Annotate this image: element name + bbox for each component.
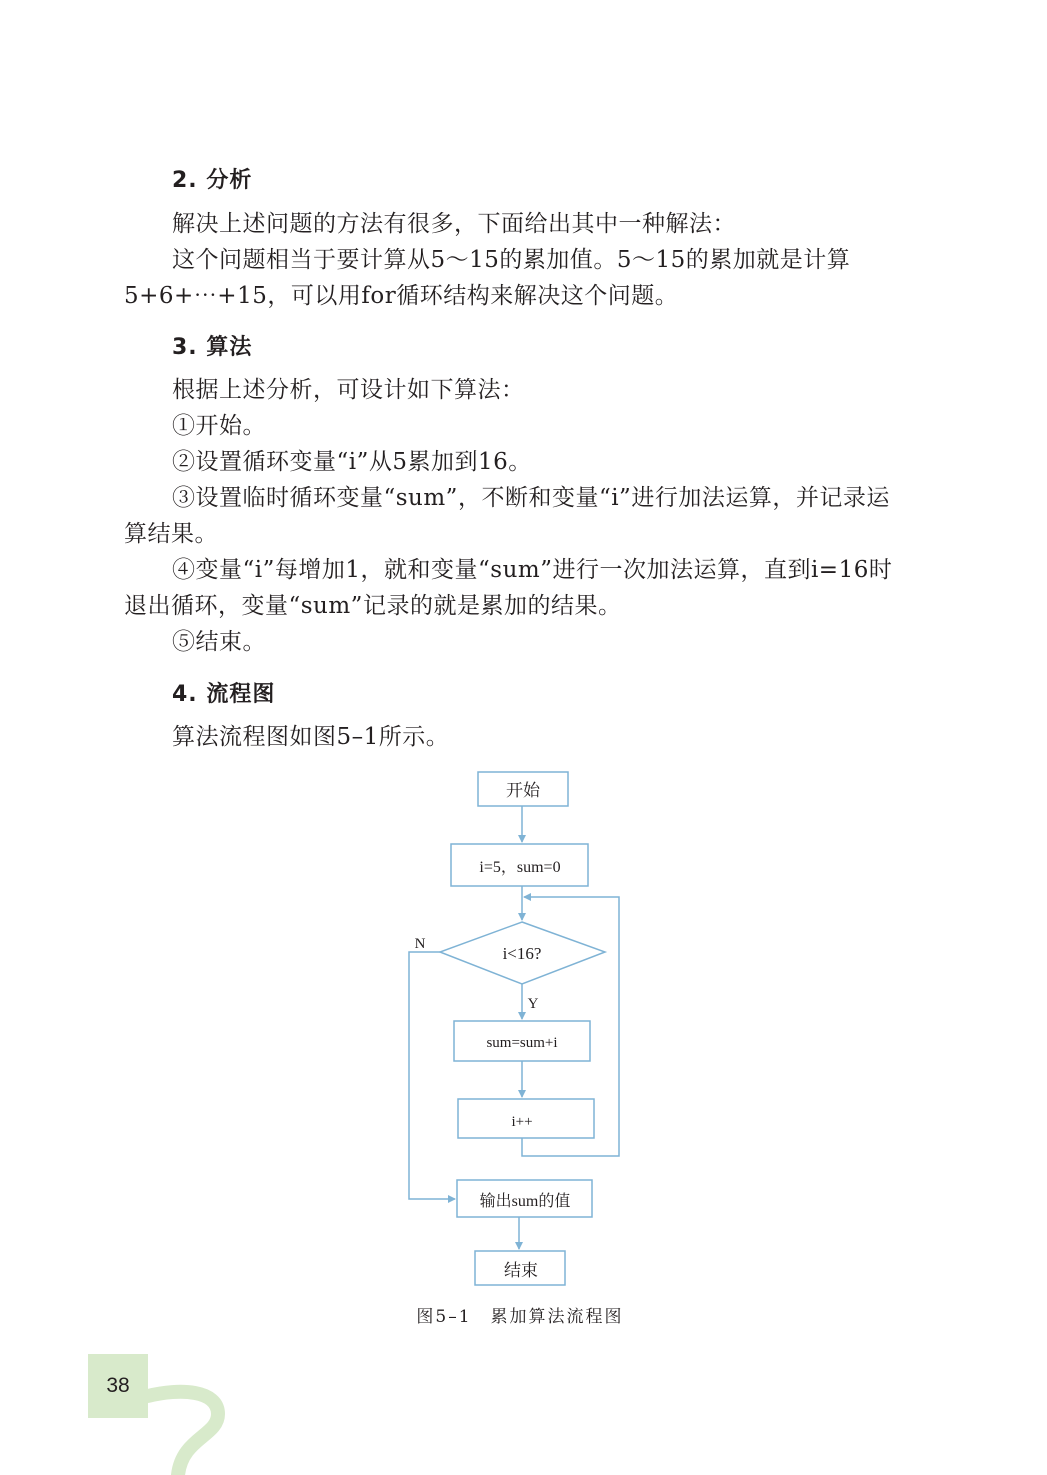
output-label: 输出sum的值 (479, 1193, 571, 1210)
section-heading-flowchart: 4. 流程图 (172, 682, 276, 707)
flow-loop-back (522, 897, 619, 1156)
increment-label: i++ (511, 1114, 533, 1130)
yes-label: Y (527, 996, 539, 1012)
decorative-curve (140, 1384, 230, 1475)
algorithm-step-4: ④变量“i”每增加1，就和变量“sum”进行一次加法运算，直到i=16时退出循环，变量“sum”记录的就是累加的结果。 (124, 557, 893, 619)
analysis-paragraph-1: 解决上述问题的方法有很多，下面给出其中一种解法： (172, 211, 736, 237)
accumulation-flowchart (380, 760, 640, 1295)
algorithm-step-3: ③设置临时循环变量“sum”，不断和变量“i”进行加法运算，并记录运算结果。 (124, 485, 890, 547)
no-label: N (414, 936, 426, 952)
algorithm-step-1: ①开始。 (172, 413, 266, 439)
add-label: sum=sum+i (486, 1035, 558, 1051)
section-heading-analysis: 2. 分析 (172, 168, 253, 193)
algorithm-intro: 根据上述分析，可设计如下算法： (172, 377, 525, 403)
init-label: i=5，sum=0 (479, 859, 561, 876)
algorithm-step-2: ②设置循环变量“i”从5累加到16。 (172, 449, 532, 475)
analysis-paragraph-2: 这个问题相当于要计算从5～15的累加值。5～15的累加就是计算5+6+⋯+15，可以用for循环结构来解决这个问题。 (124, 247, 851, 309)
page-number: 38 (106, 1374, 130, 1397)
section-heading-algorithm: 3. 算法 (172, 335, 253, 360)
condition-label: i<16? (502, 944, 542, 963)
end-label: 结束 (504, 1261, 538, 1280)
flowchart-intro: 算法流程图如图5–1所示。 (172, 724, 450, 750)
flow-arrow-no (409, 952, 455, 1199)
start-label: 开始 (506, 781, 540, 800)
algorithm-step-5: ⑤结束。 (172, 629, 266, 655)
figure-caption: 图5–1 累加算法流程图 (416, 1307, 624, 1327)
